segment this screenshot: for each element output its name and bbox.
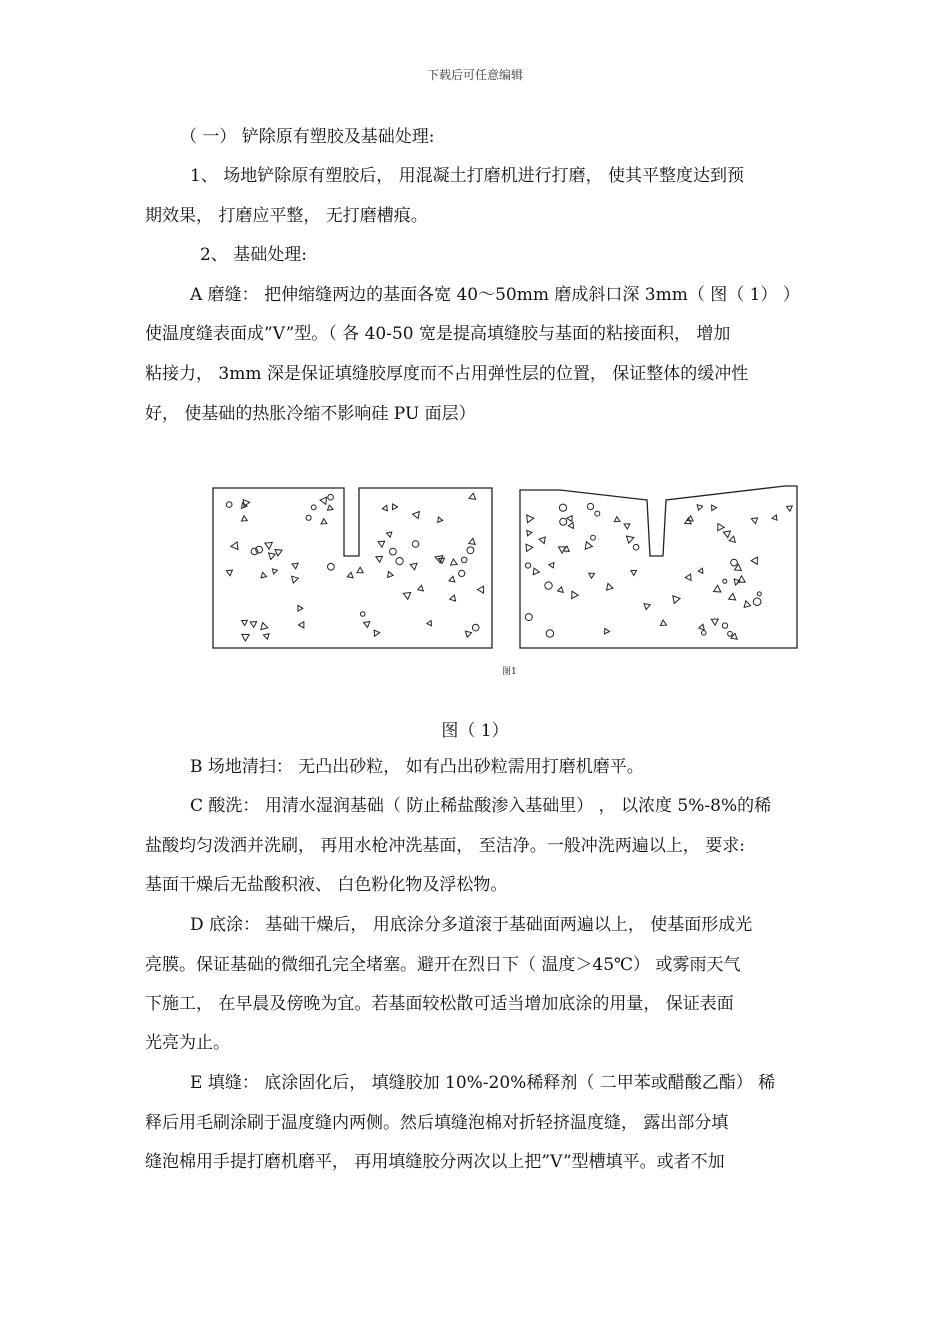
aggregate-triangle <box>568 523 573 529</box>
aggregate-circle <box>328 494 334 500</box>
aggregate-circle <box>306 515 311 520</box>
paragraph-line: D 底涂： 基础干燥后， 用底涂分多道滚于基础面两遍以上， 使基面形成光 <box>190 915 753 935</box>
slab-right-outline <box>520 486 797 648</box>
aggregate-triangle <box>321 519 327 524</box>
page-header: 下载后可任意编辑 <box>426 68 523 82</box>
aggregate-triangle <box>697 505 702 511</box>
aggregate-triangle <box>660 620 666 626</box>
aggregate-triangle <box>731 633 737 639</box>
aggregate-triangle <box>427 621 432 626</box>
aggregate-triangle <box>347 572 353 578</box>
paragraph-line: 好， 使基础的热胀冷缩不影响硅 PU 面层） <box>145 404 476 424</box>
aggregate-circle <box>753 598 761 606</box>
aggregate-triangle <box>572 591 578 598</box>
aggregate-circle <box>328 563 335 570</box>
paragraph-line: 粘接力， 3mm 深是保证填缝胶厚度而不占用弹性层的位置， 保证整体的缓冲性 <box>145 364 749 384</box>
aggregate-triangle <box>585 542 592 550</box>
aggregate-circle <box>595 511 600 516</box>
paragraph-line: 释后用毛刷涂刷于温度缝内两侧。然后填缝泡棉对折轻挤温度缝， 露出部分填 <box>145 1113 729 1133</box>
aggregate-circle <box>728 631 733 636</box>
aggregate-circle <box>360 612 365 617</box>
aggregate-triangle <box>718 524 724 531</box>
aggregate-triangle <box>549 563 554 568</box>
section-heading: （ 一） 铲除原有塑胶及基础处理: <box>180 127 435 147</box>
aggregate-triangle <box>275 550 282 557</box>
aggregate-triangle <box>604 628 609 634</box>
aggregate-triangle <box>567 516 572 522</box>
aggregate-triangle <box>751 518 757 524</box>
aggregate-circle <box>467 547 474 554</box>
slab-left-outline <box>213 488 492 648</box>
aggregate-triangle <box>272 569 277 574</box>
aggregate-triangle <box>469 538 475 544</box>
aggregate-circle <box>396 558 403 565</box>
aggregate-triangle <box>387 532 392 537</box>
aggregate-circle <box>633 544 639 550</box>
aggregate-circle <box>723 579 727 583</box>
paragraph-line: 基面干燥后无盐酸积液、 白色粉化物及浮松物。 <box>145 875 508 895</box>
aggregate-circle <box>560 518 567 525</box>
aggregate-triangle <box>729 593 736 600</box>
aggregate-circle <box>311 505 316 510</box>
aggregate-triangle <box>714 585 721 592</box>
aggregate-triangle <box>558 587 564 593</box>
figure-mark: 图1 <box>502 667 517 677</box>
figure-caption: 图（ 1） <box>441 721 509 741</box>
aggregate-triangle <box>357 567 363 572</box>
aggregate-triangle <box>242 516 248 521</box>
aggregate-triangle <box>410 563 417 570</box>
aggregate-circle <box>591 535 596 540</box>
aggregate-triangle <box>631 570 637 575</box>
aggregate-triangle <box>226 570 232 576</box>
aggregate-circle <box>757 592 761 596</box>
aggregate-triangle <box>533 568 539 575</box>
paragraph-line: 缝泡棉用手提打磨机磨平， 再用填缝胶分两次以上把”V”型槽填平。或者不加 <box>145 1152 725 1172</box>
aggregate-triangle <box>607 584 614 591</box>
aggregate-triangle <box>526 544 533 551</box>
aggregate-circle <box>525 614 532 621</box>
paragraph-line: 光亮为止。 <box>145 1033 230 1053</box>
aggregate-triangle <box>450 595 456 601</box>
paragraph-line: 使温度缝表面成”V”型。（ 各 40-50 宽是提高填缝胶与基面的粘接面积， 增加 <box>145 324 731 344</box>
aggregate-circle <box>390 548 397 555</box>
aggregate-triangle <box>449 576 455 582</box>
paragraph-line: 下施工， 在早晨及傍晚为宜。若基面较松散可适当增加底涂的用量， 保证表面 <box>145 994 734 1014</box>
aggregate-triangle <box>712 505 717 511</box>
aggregate-circle <box>731 559 738 566</box>
paragraph-line: 1、 场地铲除原有塑胶后， 用混凝土打磨机进行打磨， 使其平整度达到预 <box>190 166 745 186</box>
aggregate-triangle <box>699 624 705 630</box>
aggregate-triangle <box>298 605 303 611</box>
groove-diagram <box>210 478 800 688</box>
aggregate-circle <box>525 563 530 568</box>
aggregate-circle <box>461 557 467 563</box>
paragraph-line: A 磨缝： 把伸缩缝两边的基面各宽 40～50mm 磨成斜口深 3mm（ 图（ 1） ） <box>190 285 800 305</box>
aggregate-triangle <box>231 542 238 550</box>
aggregate-triangle <box>673 596 680 604</box>
aggregate-triangle <box>261 572 267 577</box>
aggregate-triangle <box>614 517 620 522</box>
aggregate-circle <box>545 582 552 589</box>
aggregate-triangle <box>698 568 703 573</box>
aggregate-triangle <box>478 586 484 593</box>
aggregate-triangle <box>626 536 634 543</box>
aggregate-circle <box>412 541 419 548</box>
paragraph-line: C 酸洗： 用清水湿润基础（ 防止稀盐酸渗入基础里） ， 以浓度 5%-8%的稀 <box>190 796 772 816</box>
aggregate-triangle <box>378 541 385 547</box>
aggregate-triangle <box>738 576 745 582</box>
aggregate-triangle <box>438 517 443 522</box>
aggregate-circle <box>226 502 232 508</box>
aggregate-circle <box>472 624 479 631</box>
aggregate-triangle <box>589 573 595 578</box>
aggregate-triangle <box>469 493 476 499</box>
aggregate-triangle <box>298 622 304 628</box>
aggregate-triangle <box>413 512 420 519</box>
aggregate-triangle <box>364 622 370 628</box>
aggregate-circle <box>546 630 553 637</box>
aggregate-triangle <box>711 619 718 625</box>
aggregate-triangle <box>403 593 410 600</box>
aggregate-triangle <box>751 557 757 564</box>
aggregate-triangle <box>744 601 751 608</box>
aggregate-triangle <box>263 634 269 640</box>
aggregate-circle <box>459 570 465 576</box>
aggregate-triangle <box>685 574 691 580</box>
paragraph-line: B 场地清扫： 无凸出砂粒， 如有凸出砂粒需用打磨机磨平。 <box>190 757 644 777</box>
subsection-heading: 2、 基础处理: <box>200 245 307 265</box>
aggregate-triangle <box>269 553 276 560</box>
aggregate-triangle <box>292 563 298 569</box>
aggregate-triangle <box>418 585 424 591</box>
aggregate-circle <box>587 503 593 509</box>
aggregate-circle <box>722 623 727 628</box>
aggregate-triangle <box>624 524 630 529</box>
aggregate-triangle <box>376 556 383 562</box>
aggregate-triangle <box>465 631 471 637</box>
aggregate-triangle <box>729 536 735 542</box>
paragraph-line: 亮膜。保证基础的微细孔完全堵塞。避开在烈日下（ 温度＞45℃） 或雾雨天气 <box>145 955 741 975</box>
aggregate-triangle <box>320 497 327 504</box>
aggregate-triangle <box>292 576 299 583</box>
paragraph-line: 盐酸均匀泼洒并洗刷， 再用水枪冲洗基面， 至洁净。一般冲洗两遍以上， 要求: <box>145 836 745 856</box>
aggregate-triangle <box>393 504 398 510</box>
paragraph-line: 期效果， 打磨应平整， 无打磨槽痕。 <box>145 206 428 226</box>
aggregate-triangle <box>772 515 777 520</box>
aggregate-triangle <box>261 623 268 630</box>
aggregate-triangle <box>787 506 793 511</box>
aggregate-triangle <box>451 559 458 565</box>
aggregate-circle <box>701 631 706 636</box>
aggregate-triangle <box>328 505 334 510</box>
aggregate-triangle <box>527 530 532 535</box>
aggregate-triangle <box>382 505 387 511</box>
aggregate-triangle <box>527 515 534 523</box>
aggregate-triangle <box>723 531 730 538</box>
aggregate-triangle <box>250 622 256 628</box>
aggregate-triangle <box>242 634 249 641</box>
aggregate-triangle <box>374 630 380 636</box>
aggregate-circle <box>559 504 566 511</box>
aggregate-triangle <box>539 537 545 544</box>
aggregate-triangle <box>388 572 394 578</box>
aggregate-triangle <box>265 542 273 549</box>
aggregate-triangle <box>242 620 248 625</box>
aggregate-triangle <box>559 547 566 553</box>
aggregate-triangle <box>644 604 650 610</box>
paragraph-line: E 填缝： 底涂固化后， 填缝胶加 10%-20%稀释剂（ 二甲苯或醋酸乙酯） 稀 <box>190 1073 776 1093</box>
